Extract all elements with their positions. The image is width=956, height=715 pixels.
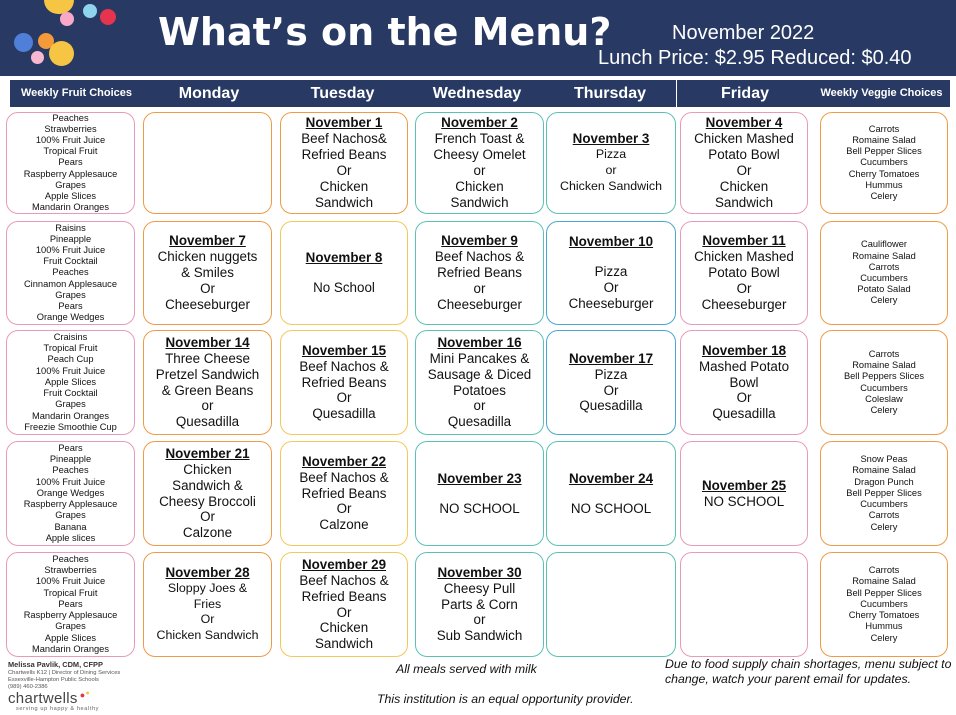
choice-item: Carrots — [868, 565, 900, 576]
supply-chain-notice: Due to food supply chain shortages, menu subject to change, watch your parent email for updates. — [665, 657, 952, 686]
choice-item: 100% Fruit Juice — [35, 365, 106, 376]
menu-cell-week-5-wed — [415, 552, 544, 657]
menu-cell-week-2-mon — [143, 221, 272, 325]
choice-item: Cucumbers — [860, 499, 908, 510]
choice-item: 100% Fruit Juice — [35, 244, 106, 255]
menu-cell-week-1-mon — [143, 112, 272, 214]
menu-cell-week-3-thu — [546, 330, 676, 435]
menu-item: Beef Nachos & — [299, 572, 389, 588]
menu-item: Fries — [193, 596, 222, 611]
menu-item: Chicken Mashed — [694, 131, 794, 147]
menu-item: Or — [603, 382, 619, 398]
menu-item: No School — [313, 280, 375, 295]
menu-date: November 29 — [301, 556, 387, 572]
signature-details — [8, 670, 120, 691]
menu-cell-week-5-fri — [680, 552, 808, 657]
choice-item: Hummus — [865, 179, 903, 190]
choice-item: Cauliflower — [861, 239, 907, 250]
menu-item: Beef Nachos & — [299, 469, 389, 485]
menu-item: Pizza — [595, 147, 627, 162]
choice-item: Peach Cup — [47, 354, 94, 365]
menu-item: Chicken — [719, 178, 769, 194]
menu-item: or — [473, 398, 486, 414]
choice-item: Celery — [870, 295, 898, 306]
menu-cell-week-2-wed — [415, 221, 544, 325]
choice-item: Peaches — [52, 554, 89, 565]
menu-item: Or — [736, 163, 752, 178]
menu-item: Or — [336, 163, 352, 178]
menu-item: Chicken Sandwich — [156, 628, 259, 643]
menu-date: November 21 — [165, 445, 250, 461]
menu-cell-week-1-fri — [680, 112, 808, 214]
menu-item: Sausage & Diced — [427, 366, 532, 382]
menu-item: Beef Nachos& — [301, 131, 387, 147]
menu-item: Parts & Corn — [441, 596, 518, 612]
header-weekly-veggie: Weekly Veggie Choices — [820, 87, 943, 99]
menu-item: French Toast & — [434, 131, 525, 147]
choice-item: Peaches — [52, 267, 89, 278]
menu-item: Or — [200, 612, 215, 627]
choice-item: Celery — [870, 404, 898, 415]
choice-item: Tropical Fruit — [43, 146, 98, 157]
week-3-veg-choices — [820, 330, 948, 435]
choice-item: Carrots — [868, 261, 900, 272]
menu-cell-week-3-mon — [143, 330, 272, 435]
menu-item: & Smiles — [181, 265, 234, 281]
choice-item: 100% Fruit Juice — [35, 135, 106, 145]
page-title: What’s on the Menu? — [158, 10, 612, 54]
menu-date: November 4 — [705, 115, 783, 131]
menu-item: or — [473, 612, 486, 628]
menu-item: Or — [336, 604, 352, 620]
menu-cell-week-4-wed — [415, 441, 544, 546]
choice-item: Raspberry Applesauce — [23, 610, 118, 621]
menu-cell-week-5-thu — [546, 552, 676, 657]
menu-item: Beef Nachos & — [299, 358, 389, 374]
day-header-bar — [10, 80, 950, 107]
choice-item: Strawberries — [44, 565, 97, 576]
menu-item: Potato Bowl — [708, 265, 780, 281]
choice-item: Hummus — [865, 621, 903, 632]
choice-item: Coleslaw — [865, 393, 903, 404]
menu-cell-week-4-fri — [680, 441, 808, 546]
choice-item: Orange Wedges — [36, 312, 105, 323]
menu-item: Cheesy Omelet — [433, 147, 526, 163]
choice-item: Cucumbers — [860, 273, 908, 283]
menu-item: Three Cheese — [165, 350, 250, 366]
menu-cell-week-3-tue — [280, 330, 408, 435]
menu-date: November 10 — [568, 234, 654, 250]
menu-item: Sandwich — [314, 636, 374, 652]
menu-cell-week-4-tue — [280, 441, 408, 546]
signature-line: Chartwells K12 | Director of Dining Services — [8, 670, 121, 676]
menu-item: Chicken — [183, 461, 232, 477]
choice-item: Romaine Salad — [852, 465, 916, 476]
week-5-veg-choices — [820, 552, 948, 657]
menu-date: November 7 — [169, 233, 246, 249]
menu-date: November 15 — [301, 342, 387, 358]
menu-item: Chicken Mashed — [694, 249, 794, 265]
menu-item: Beef Nachos & — [434, 249, 525, 265]
choice-item: Snow Peas — [860, 454, 908, 465]
menu-cell-week-5-tue — [280, 552, 408, 657]
choice-item: Celery — [870, 191, 898, 201]
choice-item: Fruit Cocktail — [43, 256, 98, 267]
menu-item: Sandwich — [714, 194, 774, 210]
menu-date: November 2 — [441, 115, 518, 131]
menu-item: Chicken — [319, 620, 369, 636]
header-friday: Friday — [720, 85, 769, 102]
choice-item: Pears — [58, 443, 83, 454]
logo-dots-icon: ● — [85, 690, 90, 697]
week-2-veg-choices — [820, 221, 948, 325]
menu-item: Or — [736, 280, 752, 296]
choice-item: Bell Pepper Slices — [846, 487, 922, 498]
menu-cell-week-2-tue — [280, 221, 408, 325]
menu-date: November 28 — [165, 564, 250, 580]
choice-item: Raisins — [55, 222, 86, 233]
week-1-fruit-choices — [6, 112, 135, 214]
choice-item: Bell Pepper Slices — [846, 146, 922, 157]
menu-item: Chicken — [319, 178, 369, 194]
menu-item: Cheeseburger — [165, 296, 250, 312]
menu-cell-week-3-fri — [680, 330, 808, 435]
choice-item: 100% Fruit Juice — [35, 476, 106, 487]
choice-item: Bell Pepper Slices — [846, 587, 922, 598]
choice-item: Peaches — [52, 465, 89, 476]
menu-date: November 30 — [437, 564, 522, 580]
week-1-veg-choices — [820, 112, 948, 214]
menu-month: November 2022 — [672, 22, 815, 44]
menu-item: Potatoes — [453, 382, 506, 398]
menu-item: Sloppy Joes & — [167, 580, 248, 595]
choice-item: Pineapple — [49, 454, 92, 465]
choice-item: Pineapple — [49, 233, 92, 244]
menu-date: November 16 — [437, 334, 522, 350]
menu-cell-week-4-mon — [143, 441, 272, 546]
choice-item: Apple Slices — [44, 191, 97, 202]
menu-cell-week-1-tue — [280, 112, 408, 214]
choice-item: Cherry Tomatoes — [848, 168, 920, 179]
menu-item: Chicken nuggets — [157, 249, 258, 265]
choice-item: Carrots — [868, 348, 900, 359]
menu-date: November 25 — [701, 477, 787, 493]
decor-dot-gold — [49, 41, 74, 66]
menu-cell-week-3-wed — [415, 330, 544, 435]
menu-date: November 14 — [165, 334, 250, 350]
signature-line: Essexville-Hampton Public Schools — [8, 677, 99, 683]
menu-date: November 24 — [568, 470, 654, 486]
choice-item: Cucumbers — [860, 598, 908, 609]
menu-cell-week-5-mon — [143, 552, 272, 657]
choice-item: 100% Fruit Juice — [35, 576, 106, 587]
menu-item: Refried Beans — [301, 588, 387, 604]
menu-date: November 8 — [305, 250, 383, 266]
choice-item: Fruit Cocktail — [43, 388, 98, 399]
menu-item: or — [201, 398, 214, 414]
menu-date: November 1 — [305, 115, 383, 131]
menu-item: NO SCHOOL — [439, 500, 520, 516]
menu-item: Or — [736, 390, 752, 406]
choice-item: Pears — [58, 301, 83, 311]
menu-item: Mini Pancakes & — [429, 350, 530, 366]
choice-item: Romaine Salad — [852, 360, 916, 371]
menu-item: Or — [200, 509, 215, 525]
menu-item: Refried Beans — [301, 147, 387, 163]
menu-item: Or — [336, 390, 352, 406]
menu-item: Pizza — [594, 366, 628, 382]
menu-item: Refried Beans — [301, 485, 387, 501]
menu-item: Refried Beans — [301, 374, 387, 390]
choice-item: Mandarin Oranges — [32, 410, 109, 421]
menu-header — [0, 0, 956, 76]
choice-item: Raspberry Applesauce — [23, 499, 118, 510]
menu-cell-week-2-fri — [680, 221, 808, 325]
choice-item: Cherry Tomatoes — [848, 610, 920, 621]
choice-item: Apple slices — [45, 532, 96, 543]
choice-item: Pears — [58, 157, 83, 168]
week-3-fruit-choices — [6, 330, 135, 435]
menu-date: November 11 — [702, 233, 786, 249]
decor-dot-red — [100, 9, 116, 25]
decor-dot-blue — [14, 33, 33, 52]
menu-cell-week-1-wed — [415, 112, 544, 214]
week-2-fruit-choices — [6, 221, 135, 325]
choice-item: Freezie Smoothie Cup — [24, 421, 117, 432]
menu-item: Quesadilla — [712, 406, 776, 422]
menu-item: Bowl — [729, 374, 759, 390]
menu-item: Quesadilla — [579, 398, 643, 414]
choice-item: Grapes — [55, 510, 86, 521]
signature-name: Melissa Pavlik, CDM, CFPP — [8, 660, 103, 669]
menu-item: Quesadilla — [312, 406, 376, 422]
menu-item: Pizza — [594, 264, 628, 280]
menu-cell-week-2-thu — [546, 221, 676, 325]
lunch-price: Lunch Price: $2.95 Reduced: $0.40 — [598, 47, 912, 69]
menu-item: Quesadilla — [447, 414, 512, 430]
chartwells-logo — [8, 690, 90, 707]
week-5-fruit-choices — [6, 552, 135, 657]
decor-dot-lightpink — [31, 51, 44, 64]
choice-item: Orange Wedges — [36, 487, 105, 498]
choice-item: Grapes — [55, 289, 86, 300]
menu-item: Sandwich — [314, 194, 374, 210]
menu-cell-week-4-thu — [546, 441, 676, 546]
menu-date: November 18 — [701, 342, 787, 358]
menu-item: or — [473, 280, 486, 296]
menu-item: Cheesy Broccoli — [159, 493, 256, 509]
choice-item: Cucumbers — [860, 157, 908, 168]
choice-item: Romaine Salad — [852, 576, 916, 587]
equal-opportunity-statement: This institution is an equal opportunity provider. — [377, 692, 634, 706]
choice-item: Mandarin Oranges — [32, 643, 109, 654]
choice-item: Grapes — [55, 179, 86, 190]
menu-date: November 3 — [572, 131, 650, 147]
header-monday: Monday — [178, 85, 240, 102]
choice-item: Grapes — [55, 399, 86, 410]
logo-dots-icon: ● — [79, 690, 86, 700]
choice-item: Dragon Punch — [854, 476, 914, 487]
menu-item: Cheeseburger — [568, 295, 654, 311]
choice-item: Strawberries — [44, 123, 97, 134]
menu-item: Or — [200, 280, 215, 296]
menu-item: Sandwich — [450, 194, 509, 210]
choice-item: Grapes — [55, 621, 86, 632]
choice-item: Tropical Fruit — [43, 343, 98, 354]
menu-date: November 22 — [301, 453, 387, 469]
choice-item: Apple Slices — [44, 376, 97, 387]
menu-item: NO SCHOOL — [570, 500, 652, 516]
menu-item: Calzone — [182, 525, 233, 541]
week-4-fruit-choices — [6, 441, 135, 546]
menu-item: Cheeseburger — [437, 296, 522, 312]
decor-dot-lightblue — [83, 4, 97, 18]
header-weekly-fruit: Weekly Fruit Choices — [20, 87, 133, 99]
choice-item: Cucumbers — [860, 382, 908, 393]
menu-item: Refried Beans — [437, 265, 522, 281]
header-tuesday: Tuesday — [310, 85, 375, 102]
choice-item: Carrots — [868, 123, 900, 134]
menu-item: or — [473, 163, 486, 178]
logo-tagline: serving up happy & healthy — [16, 706, 100, 712]
menu-item: or — [605, 163, 617, 177]
signature-line: (989) 460-2386 — [8, 684, 48, 690]
menu-item: Or — [603, 280, 619, 295]
choice-item: Romaine Salad — [852, 250, 916, 261]
choice-item: Apple Slices — [44, 632, 97, 643]
menu-item: & Green Beans — [161, 382, 254, 398]
choice-item: Raspberry Applesauce — [23, 168, 118, 179]
choice-item: Mandarin Oranges — [32, 202, 109, 213]
menu-item: Chicken — [455, 178, 504, 194]
week-4-veg-choices — [820, 441, 948, 546]
choice-item: Carrots — [868, 510, 900, 521]
menu-item: Pretzel Sandwich — [155, 366, 260, 382]
choice-item: Tropical Fruit — [43, 587, 98, 598]
header-wednesday: Wednesday — [432, 85, 522, 102]
choice-item: Banana — [54, 521, 87, 532]
menu-item: Cheesy Pull — [443, 580, 516, 596]
choice-item: Peaches — [52, 112, 89, 123]
decor-dot-pink — [60, 12, 74, 26]
menu-item: Calzone — [319, 517, 369, 533]
menu-item: Or — [336, 501, 352, 517]
menu-item: Mashed Potato — [698, 358, 790, 374]
choice-item: Celery — [870, 521, 898, 532]
menu-date: November 23 — [437, 470, 522, 486]
choice-item: Potato Salad — [857, 284, 911, 295]
logo-text: chartwells — [8, 690, 78, 707]
choice-item: Celery — [870, 632, 898, 643]
menu-item: Sandwich & — [172, 477, 243, 493]
menu-item: Sub Sandwich — [436, 628, 523, 644]
choice-item: Romaine Salad — [852, 134, 916, 145]
menu-item: Quesadilla — [175, 414, 240, 430]
menu-item: Cheeseburger — [701, 296, 787, 312]
menu-item: Potato Bowl — [708, 147, 780, 163]
choice-item: Pears — [58, 598, 83, 609]
milk-notice: All meals served with milk — [396, 662, 537, 676]
header-thursday: Thursday — [573, 85, 646, 102]
choice-item: Bell Peppers Slices — [843, 371, 925, 382]
choice-item: Cinnamon Applesauce — [23, 278, 118, 289]
menu-item: Chicken Sandwich — [560, 178, 662, 193]
menu-date: November 9 — [441, 233, 518, 249]
choice-item: Craisins — [53, 332, 88, 343]
menu-cell-week-1-thu — [546, 112, 676, 214]
menu-item: NO SCHOOL — [703, 493, 785, 509]
menu-date: November 17 — [568, 350, 654, 366]
